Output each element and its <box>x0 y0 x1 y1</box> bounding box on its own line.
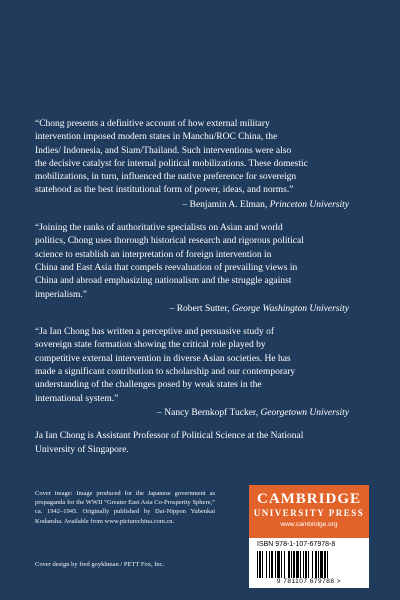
bio-line: University of Singapore. <box>35 444 129 455</box>
cover-image-credit: Cover image: Image produced for the Japanese government as propaganda for the WWII “Greater East Asia Co-Prosperity Sphere,” ca. 1942–1945. Originally published by Dai-Nippon Yubenkai Kodansha. Available from www.picturechina.com.cn. <box>35 490 215 525</box>
barcode-icon <box>257 551 361 578</box>
cover-design-credit: Cover design by fred goykhman / PETT Fox, Inc. <box>35 561 165 568</box>
author-bio <box>35 430 349 457</box>
blurb-line: China and East Asia that compels reevaluation of prevailing views in <box>35 262 298 273</box>
bio-line: Ja Ian Chong is Assistant Professor of Political Science at the National <box>35 431 304 442</box>
blurb-line: statehood as the best institutional form of power, ideas, and norms.” <box>35 185 294 196</box>
blurb-line: “Ja Ian Chong has written a perceptive and persuasive study of <box>35 327 275 338</box>
blurb-line: science to establish an interpretation of foreign intervention in <box>35 249 272 260</box>
blurb-line: Indies/ Indonesia, and Siam/Thailand. Such interventions were also <box>35 145 292 156</box>
blurb-affiliation: Georgetown University <box>260 407 349 418</box>
blurb-line: intervention imposed modern states in Manchu/ROC China, the <box>35 132 278 143</box>
blurb-line: mobilizations, in turn, influenced the native preference for sovereign <box>35 172 297 183</box>
blurb-line: the decisive catalyst for internal political mobilizations. These domestic <box>35 158 308 169</box>
publisher-name: CAMBRIDGE <box>256 491 361 507</box>
blurb-line: made a significant contribution to scholarship and our contemporary <box>35 367 296 378</box>
blurb-line: competitive external intervention in diverse Asian societies. He has <box>35 353 291 364</box>
blurb-tucker <box>35 326 349 420</box>
blurb-line: China and abroad emphasizing nationalism and the struggle against <box>35 276 292 287</box>
publisher-logo <box>249 485 369 538</box>
isbn-label: ISBN 978-1-107-67978-8 <box>257 541 336 548</box>
barcode-panel <box>249 538 369 588</box>
blurb-line: understanding of the challenges posed by weak states in the <box>35 380 262 391</box>
blurb-attribution <box>35 407 349 420</box>
blurb-author: – Nancy Bernkopf Tucker, <box>157 407 259 418</box>
blurb-sutter <box>35 222 349 316</box>
blurb-line: sovereign state formation showing the critical role played by <box>35 340 266 351</box>
blurb-author: – Robert Sutter, <box>169 303 230 314</box>
blurb-elman <box>35 118 349 212</box>
barcode-number: 9 781107 679788 > <box>276 578 342 585</box>
blurb-line: “Joining the ranks of authoritative specialists on Asian and world <box>35 223 283 234</box>
publisher-url: www.cambridge.org <box>280 521 338 528</box>
blurb-attribution <box>35 303 349 316</box>
blurb-line: imperialism.” <box>35 289 87 300</box>
publisher-press: UNIVERSITY PRESS <box>253 508 365 518</box>
blurb-affiliation: Princeton University <box>269 199 349 210</box>
blurb-line: international system.” <box>35 393 119 404</box>
blurb-line: “Chong presents a definitive account of how external military <box>35 119 270 129</box>
blurb-attribution <box>35 199 349 212</box>
blurb-line: politics, Chong uses thorough historical research and rigorous political <box>35 236 304 247</box>
blurbs <box>35 118 349 457</box>
blurb-affiliation: George Washington University <box>232 303 349 314</box>
blurb-author: – Benjamin A. Elman, <box>182 199 268 210</box>
